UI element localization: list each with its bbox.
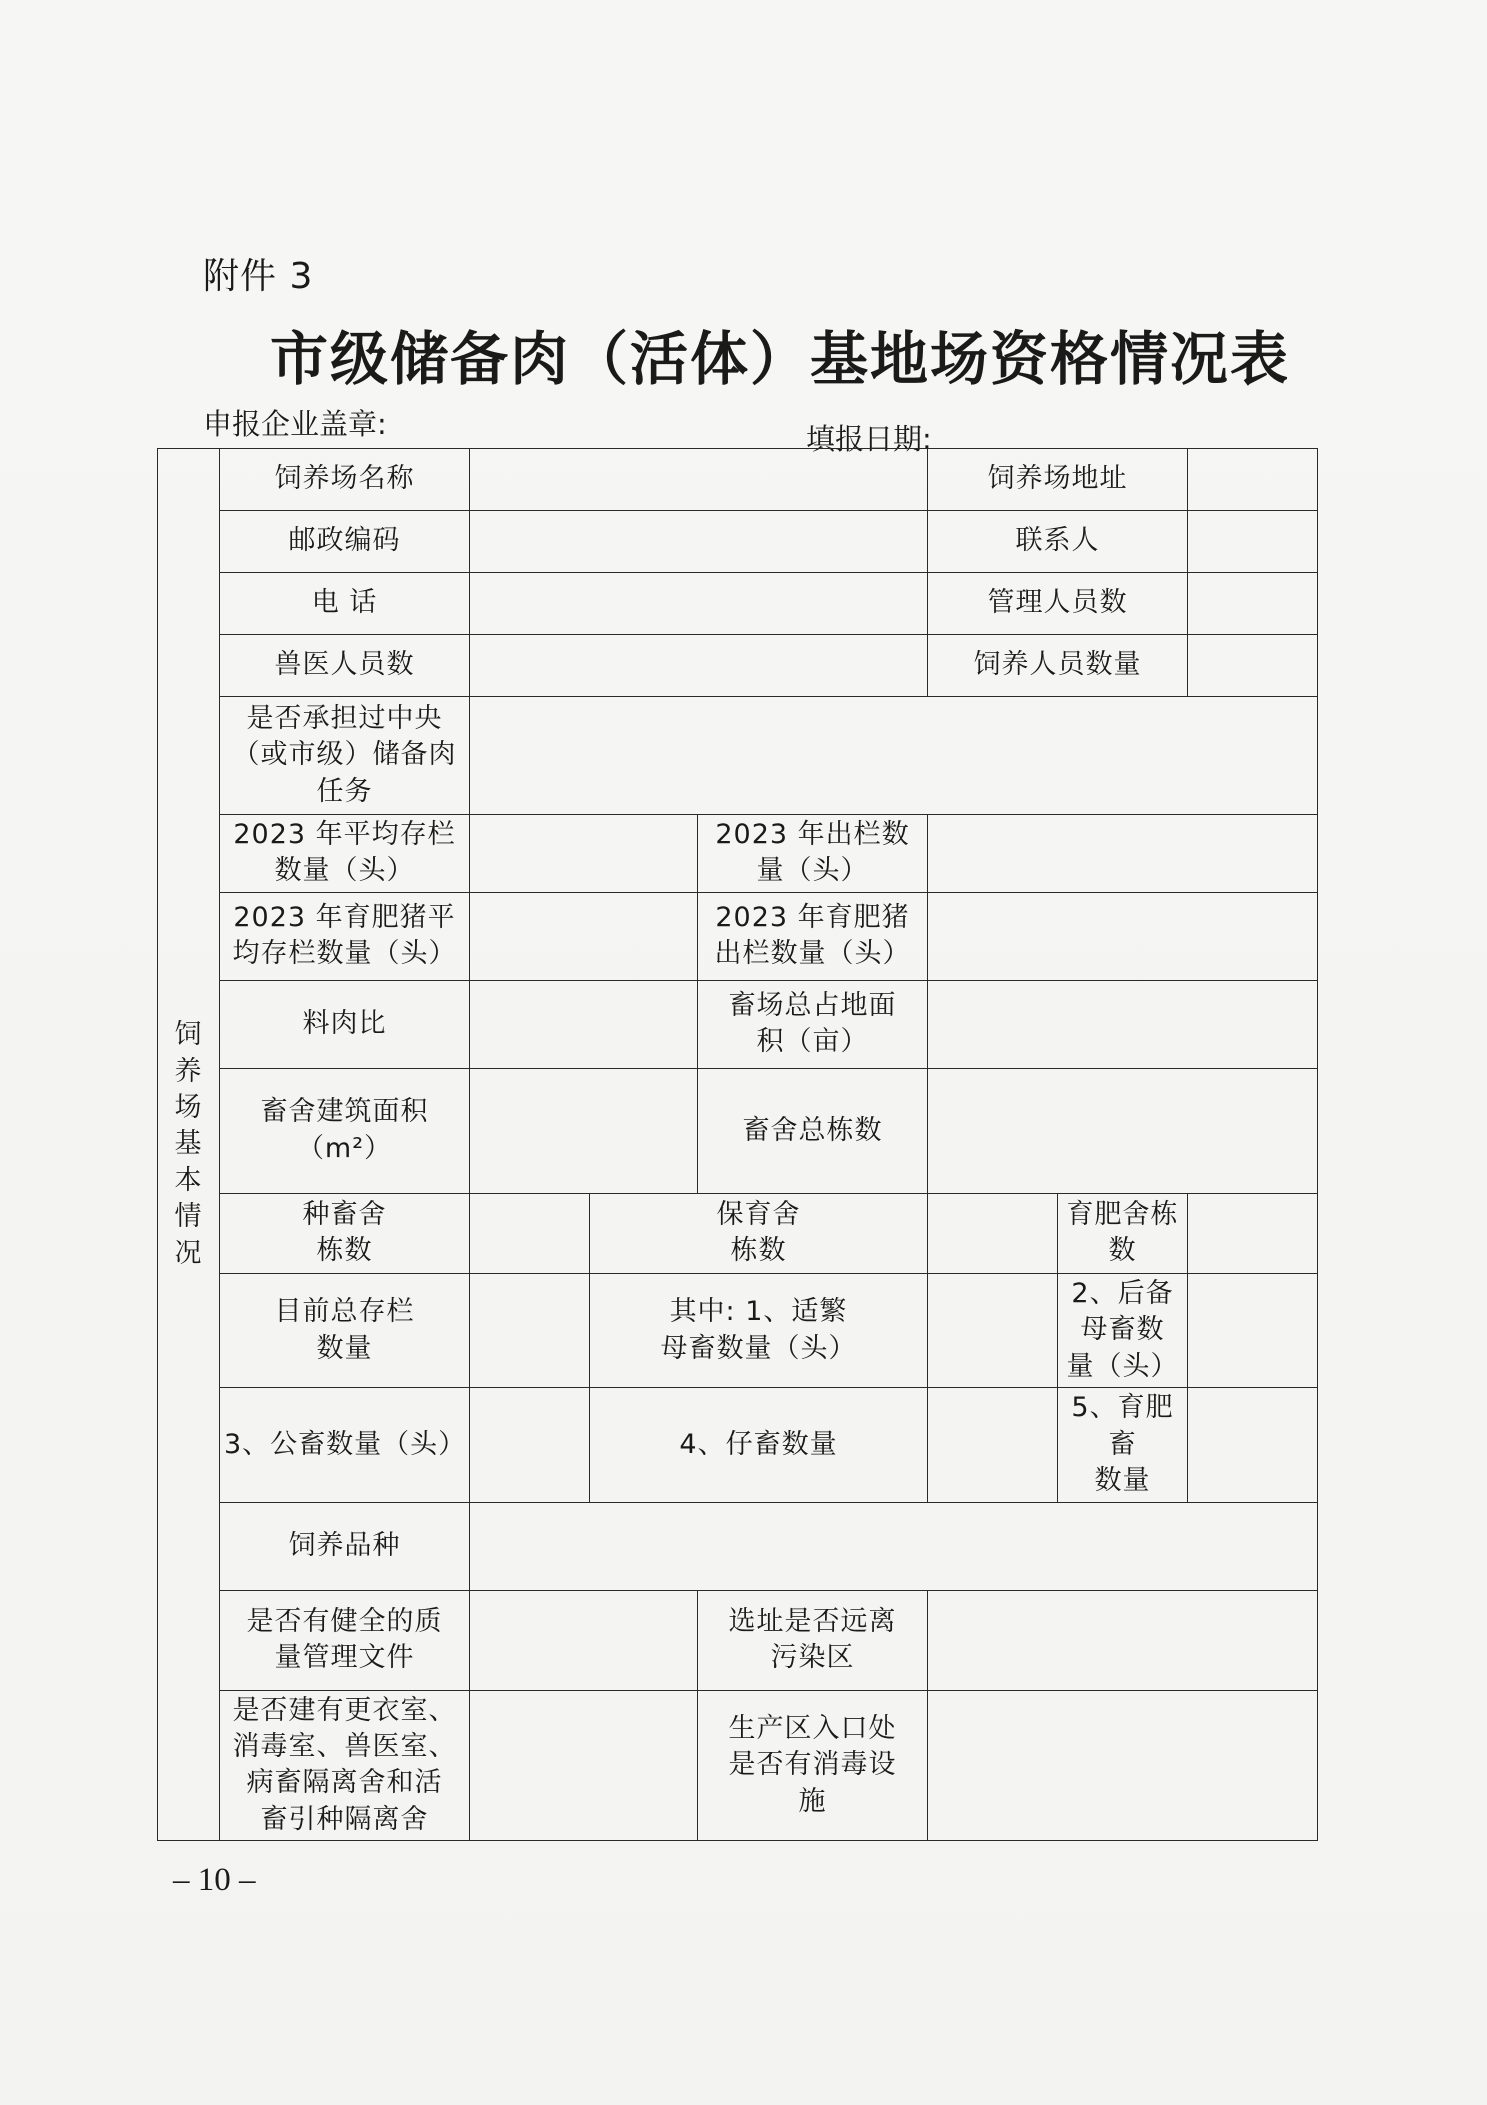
input-breeding-sows[interactable] (928, 1273, 1058, 1387)
input-quality-docs[interactable] (470, 1590, 698, 1690)
applicant-seal-label: 申报企业盖章: (203, 407, 387, 441)
label-farm-name: 饲养场名称 (220, 449, 470, 511)
input-fattening-buildings[interactable] (1188, 1193, 1318, 1273)
input-keepers[interactable] (1188, 635, 1318, 697)
label-building-area: 畜舍建筑面积 （m²） (220, 1068, 470, 1193)
label-avg-stock-2023: 2023 年平均存栏 数量（头） (220, 815, 470, 893)
label-feed-meat-ratio: 料肉比 (220, 980, 470, 1068)
label-farm-address: 饲养场地址 (928, 449, 1188, 511)
input-contact[interactable] (1188, 511, 1318, 573)
label-boars: 3、公畜数量（头） (220, 1388, 470, 1502)
label-fattening-stock-2023: 2023 年育肥猪平 均存栏数量（头） (220, 892, 470, 980)
fill-date-label: 填报日期: (806, 422, 932, 456)
input-piglets[interactable] (928, 1388, 1058, 1502)
input-reserve-task[interactable] (470, 697, 1318, 815)
label-postal-code: 邮政编码 (220, 511, 470, 573)
input-fattening[interactable] (1188, 1388, 1318, 1502)
input-postal-code[interactable] (470, 511, 928, 573)
page-number: – 10 – (173, 1862, 256, 1898)
label-quality-docs: 是否有健全的质 量管理文件 (220, 1590, 470, 1690)
side-label-basic-info: 饲 养 场 基 本 情 况 (158, 449, 220, 1841)
input-building-area[interactable] (470, 1068, 698, 1193)
label-phone: 电 话 (220, 573, 470, 635)
label-keepers: 饲养人员数量 (928, 635, 1188, 697)
input-total-buildings[interactable] (928, 1068, 1318, 1193)
label-contact: 联系人 (928, 511, 1188, 573)
input-feed-meat-ratio[interactable] (470, 980, 698, 1068)
input-phone[interactable] (470, 573, 928, 635)
input-vets[interactable] (470, 635, 928, 697)
qualification-form-table (157, 448, 1318, 1841)
label-fattening-out-2023: 2023 年育肥猪 出栏数量（头） (698, 892, 928, 980)
page-title: 市级储备肉（活体）基地场资格情况表 (270, 325, 1291, 393)
input-current-stock[interactable] (470, 1273, 590, 1387)
input-breed[interactable] (470, 1502, 1318, 1590)
input-farm-address[interactable] (1188, 449, 1318, 511)
label-breeding-buildings: 种畜舍 栋数 (220, 1193, 470, 1273)
input-slaughter-2023[interactable] (928, 815, 1318, 893)
attachment-label: 附件 3 (203, 256, 314, 297)
input-boars[interactable] (470, 1388, 590, 1502)
label-reserve-sows: 2、后备母畜数 量（头） (1058, 1273, 1188, 1387)
input-facilities[interactable] (470, 1690, 698, 1841)
label-breeding-sows: 其中: 1、适繁 母畜数量（头） (590, 1273, 928, 1387)
label-nursery-buildings: 保育舍 栋数 (590, 1193, 928, 1273)
label-current-stock: 目前总存栏 数量 (220, 1273, 470, 1387)
label-total-buildings: 畜舍总栋数 (698, 1068, 928, 1193)
input-breeding-buildings[interactable] (470, 1193, 590, 1273)
label-managers: 管理人员数 (928, 573, 1188, 635)
input-total-area[interactable] (928, 980, 1318, 1068)
input-avg-stock-2023[interactable] (470, 815, 698, 893)
input-fattening-stock-2023[interactable] (470, 892, 698, 980)
label-fattening: 5、育肥畜 数量 (1058, 1388, 1188, 1502)
label-total-area: 畜场总占地面 积（亩） (698, 980, 928, 1068)
input-fattening-out-2023[interactable] (928, 892, 1318, 980)
label-piglets: 4、仔畜数量 (590, 1388, 928, 1502)
label-fattening-buildings: 育肥舍栋数 (1058, 1193, 1188, 1273)
label-site-far: 选址是否远离 污染区 (698, 1590, 928, 1690)
input-nursery-buildings[interactable] (928, 1193, 1058, 1273)
label-reserve-task: 是否承担过中央 （或市级）储备肉 任务 (220, 697, 470, 815)
input-site-far[interactable] (928, 1590, 1318, 1690)
label-disinfection: 生产区入口处 是否有消毒设 施 (698, 1690, 928, 1841)
input-disinfection[interactable] (928, 1690, 1318, 1841)
input-reserve-sows[interactable] (1188, 1273, 1318, 1387)
label-facilities: 是否建有更衣室、 消毒室、兽医室、 病畜隔离舍和活 畜引种隔离舍 (220, 1690, 470, 1841)
input-managers[interactable] (1188, 573, 1318, 635)
label-breed: 饲养品种 (220, 1502, 470, 1590)
label-vets: 兽医人员数 (220, 635, 470, 697)
label-slaughter-2023: 2023 年出栏数 量（头） (698, 815, 928, 893)
input-farm-name[interactable] (470, 449, 928, 511)
